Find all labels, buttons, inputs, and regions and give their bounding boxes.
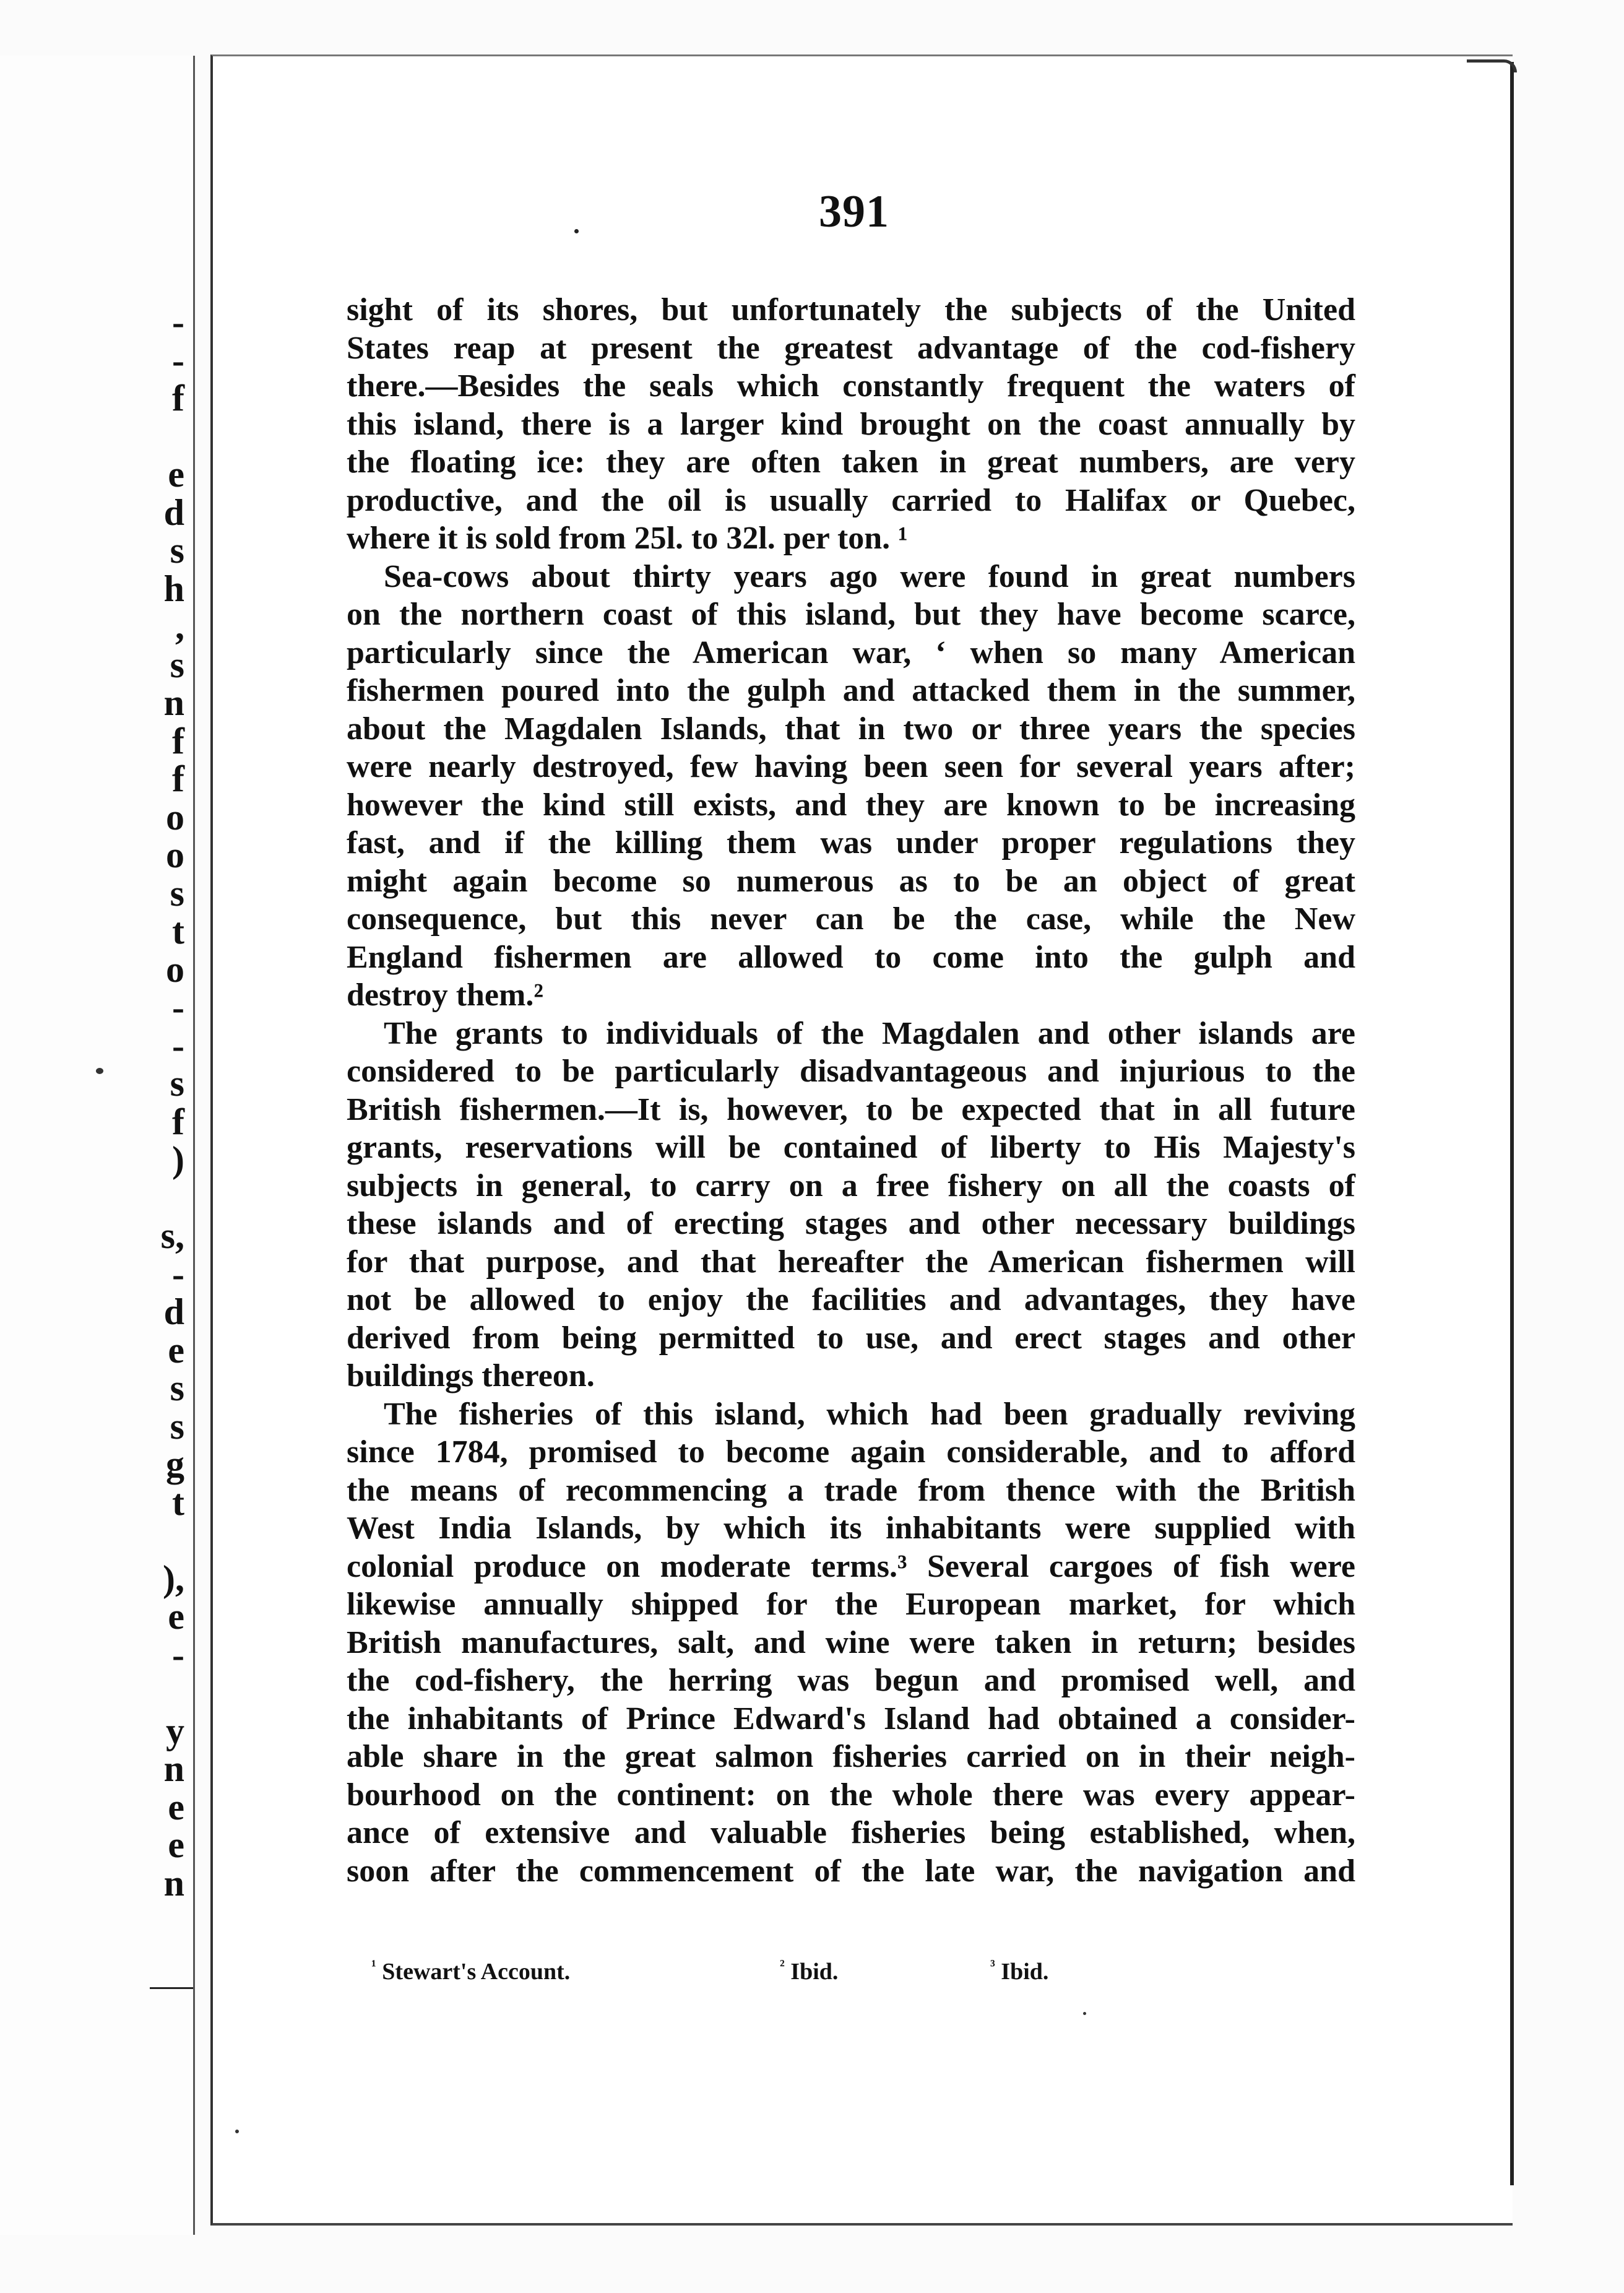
text-line: productive, and the oil is usually carried to Halifax or Quebec, — [347, 482, 1355, 518]
text-line: however the kind still exists, and they are known to be increasing — [347, 787, 1355, 823]
left-fragment: f — [172, 720, 184, 761]
text-line: about the Magdalen Islands, that in two or three years the species — [347, 711, 1355, 747]
text-line: were nearly destroyed, few having been seen for several years after; — [347, 749, 1355, 784]
text-line: soon after the commencement of the late war, the navigation and — [347, 1853, 1355, 1889]
text-line: fishermen poured into the gulph and attacked them in the summer, — [347, 673, 1355, 708]
left-fragment: f — [172, 378, 184, 418]
text-line: consequence, but this never can be the case, while the New — [347, 901, 1355, 937]
left-fragment: h — [163, 568, 184, 609]
text-line: since 1784, promised to become again considerable, and to afford — [347, 1434, 1355, 1470]
text-line: the floating ice: they are often taken in great numbers, are very — [347, 444, 1355, 480]
footnote-2: $^{^2}$ Ibid. — [780, 1956, 839, 1985]
left-fragment — [110, 1674, 184, 1712]
text-line: colonial produce on moderate terms.³ Several cargoes of fish were — [347, 1548, 1355, 1584]
left-page-edge — [0, 56, 195, 2235]
footnote-3: $^{^3}$ Ibid. — [990, 1956, 1049, 1985]
left-fragment: s — [170, 644, 184, 685]
left-fragment: o — [166, 948, 184, 990]
left-page-rule — [150, 1987, 193, 1989]
text-line: the cod-fishery, the herring was begun and promised well, and — [347, 1663, 1355, 1698]
text-line: subjects in general, to carry on a free fishery on all the coasts of — [347, 1168, 1355, 1203]
left-fragment: d — [163, 1291, 184, 1332]
left-fragment — [110, 1522, 184, 1560]
left-fragment — [110, 1179, 184, 1218]
left-fragment: e — [168, 1824, 184, 1865]
left-fragment: - — [172, 987, 184, 1028]
left-fragment: - — [172, 1253, 184, 1294]
left-fragment: d — [163, 492, 184, 533]
text-line: ance of extensive and valuable fisheries being established, when, — [347, 1815, 1355, 1850]
text-line: these islands and of erecting stages and other necessary buildings — [347, 1206, 1355, 1241]
left-fragment: s — [170, 1063, 184, 1104]
text-line: fast, and if the killing them was under proper regulations they — [347, 825, 1355, 860]
left-fragment: s, — [160, 1215, 184, 1256]
text-line: where it is sold from 25l. to 32l. per ton. ¹ — [347, 521, 908, 556]
left-fragment: s — [170, 1368, 184, 1408]
scan-speck — [96, 1068, 103, 1074]
text-line: British fishermen.—It is, however, to be expected that in all future — [347, 1091, 1355, 1127]
text-line: able share in the great salmon fisheries carried on in their neigh- — [347, 1739, 1355, 1774]
text-line: this island, there is a larger kind brought on the coast annually by — [347, 406, 1355, 442]
left-fragment: , — [175, 606, 184, 647]
left-fragment: s — [170, 1405, 184, 1447]
footnotes — [371, 1953, 1114, 1990]
left-fragment: - — [172, 339, 184, 381]
text-line: there.—Besides the seals which constantly frequent the waters of — [347, 368, 1355, 404]
page-number: 391 — [819, 186, 889, 237]
page-curl — [1467, 59, 1517, 72]
left-fragment: o — [166, 834, 184, 875]
body-text — [347, 291, 1355, 1890]
text-line: derived from being permitted to use, and erect stages and other — [347, 1320, 1355, 1356]
text-line: The fisheries of this island, which had been gradually reviving — [384, 1396, 1355, 1432]
text-line: sight of its shores, but unfortunately the subjects of the United — [347, 292, 1355, 327]
text-line: on the northern coast of this island, but they have become scarce, — [347, 597, 1355, 632]
text-line: England fishermen are allowed to come into the gulph and — [347, 939, 1355, 975]
text-line: for that purpose, and that hereafter the American fishermen will — [347, 1244, 1355, 1280]
left-fragment: y — [166, 1710, 184, 1751]
left-fragment: f — [172, 1101, 184, 1142]
text-line: States reap at present the greatest advantage of the cod-fishery — [347, 330, 1355, 366]
left-page-text-fragments — [110, 303, 184, 1902]
scan-speck — [235, 2130, 239, 2133]
left-fragment: g — [166, 1444, 184, 1485]
left-fragment: ) — [172, 1139, 184, 1180]
text-line: might again become so numerous as to be an object of great — [347, 863, 1355, 899]
text-line: not be allowed to enjoy the facilities and advantages, they have — [347, 1282, 1355, 1317]
left-fragment: e — [168, 454, 184, 495]
text-line: destroy them.² — [347, 977, 543, 1013]
left-fragment: t — [172, 1481, 184, 1523]
left-fragment: e — [168, 1786, 184, 1827]
text-line: bourhood on the continent: on the whole there was every appear- — [347, 1777, 1355, 1813]
left-fragment: n — [163, 1862, 184, 1904]
text-line: the means of recommencing a trade from thence with the British — [347, 1472, 1355, 1508]
printer-dot — [574, 229, 579, 233]
left-fragment: o — [166, 796, 184, 838]
text-line: particularly since the American war, ‘ when so many American — [347, 635, 1355, 670]
page-right-edge — [1510, 62, 1514, 2185]
text-line: the inhabitants of Prince Edward's Island had obtained a consider- — [347, 1701, 1355, 1736]
left-fragment: s — [170, 530, 184, 571]
left-fragment: t — [172, 911, 184, 951]
left-fragment: n — [163, 682, 184, 723]
left-fragment: - — [172, 1025, 184, 1066]
footnote-1: $^{^1}$ Stewart's Account. — [371, 1956, 571, 1985]
text-line: likewise annually shipped for the European market, for which — [347, 1587, 1355, 1622]
left-fragment — [110, 418, 184, 456]
left-fragment: s — [170, 872, 184, 914]
scan-speck — [1083, 2012, 1086, 2015]
text-line: grants, reservations will be contained of liberty to His Majesty's — [347, 1130, 1355, 1165]
left-fragment: ), — [163, 1558, 184, 1599]
left-fragment: f — [172, 758, 184, 799]
text-line: Sea-cows about thirty years ago were found in great numbers — [384, 558, 1355, 594]
left-fragment: - — [172, 301, 184, 342]
text-line: considered to be particularly disadvantageous and injurious to the — [347, 1054, 1355, 1089]
text-line: buildings thereon. — [347, 1358, 595, 1394]
text-line: British manufactures, salt, and wine were taken in return; besides — [347, 1624, 1355, 1660]
left-fragment: n — [163, 1748, 184, 1789]
left-fragment: e — [168, 1596, 184, 1637]
text-line: The grants to individuals of the Magdalen and other islands are — [384, 1015, 1355, 1051]
left-fragment: e — [168, 1329, 184, 1371]
text-line: West India Islands, by which its inhabitants were supplied with — [347, 1511, 1355, 1546]
left-fragment: - — [172, 1634, 184, 1675]
